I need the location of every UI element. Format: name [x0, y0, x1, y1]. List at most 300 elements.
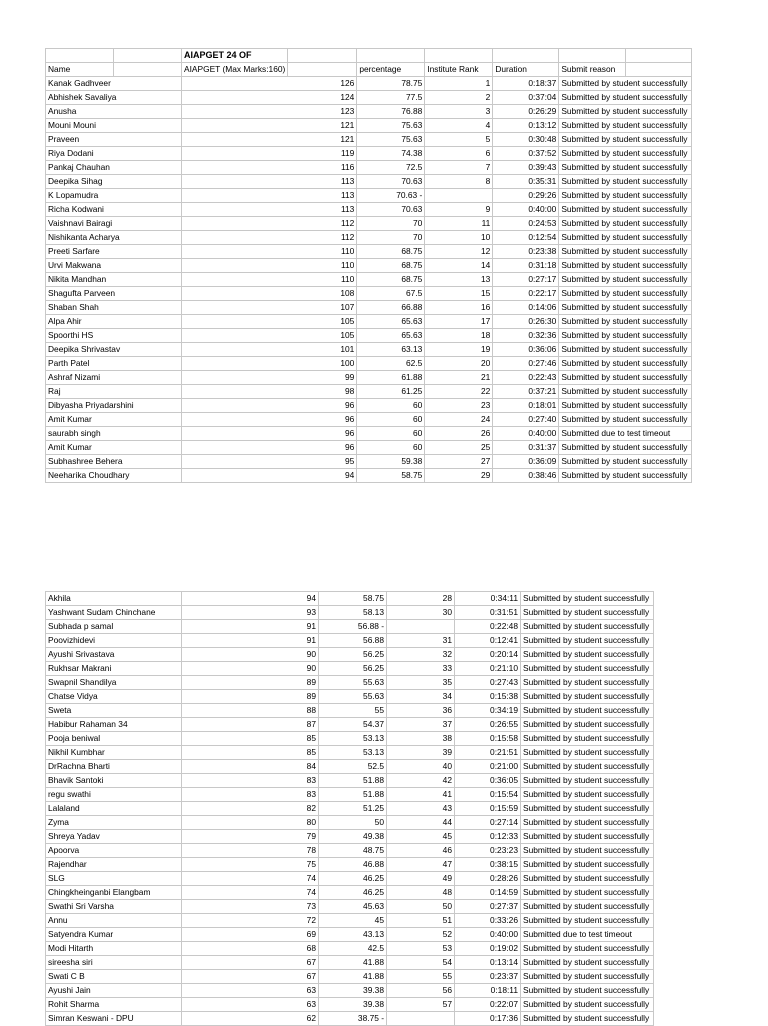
duration-cell: 0:37:52 [493, 147, 559, 161]
marks-cell: 80 [182, 816, 319, 830]
rank-cell: 39 [387, 746, 455, 760]
rank-cell: 30 [387, 606, 455, 620]
rank-cell: 35 [387, 676, 455, 690]
marks-cell: 105 [182, 329, 357, 343]
marks-cell: 112 [182, 231, 357, 245]
submit-reason-cell: Submitted by student successfully [559, 469, 692, 483]
table-row [46, 718, 654, 732]
table-row [46, 273, 692, 287]
rank-cell: 36 [387, 704, 455, 718]
duration-cell: 0:37:21 [493, 385, 559, 399]
submit-reason-cell: Submitted by student successfully [559, 301, 692, 315]
percentage-cell: 66.88 [357, 301, 425, 315]
submit-reason-cell: Submitted by student successfully [521, 802, 654, 816]
marks-cell: 110 [182, 259, 357, 273]
marks-cell: 94 [182, 592, 319, 606]
duration-cell: 0:12:41 [455, 634, 521, 648]
rank-cell [387, 620, 455, 634]
rank-cell: 13 [425, 273, 493, 287]
table-row [46, 634, 654, 648]
student-name: Satyendra Kumar [46, 928, 182, 942]
marks-cell: 105 [182, 315, 357, 329]
rank-cell: 14 [425, 259, 493, 273]
rank-cell: 57 [387, 998, 455, 1012]
percentage-cell: 65.63 [357, 315, 425, 329]
table-row [46, 91, 692, 105]
rank-cell: 8 [425, 175, 493, 189]
student-name: Rukhsar Makrani [46, 662, 182, 676]
submit-reason-cell: Submitted by student successfully [559, 287, 692, 301]
duration-cell: 0:28:26 [455, 872, 521, 886]
duration-cell: 0:12:54 [493, 231, 559, 245]
percentage-cell: 41.88 [319, 956, 387, 970]
submit-reason-cell: Submitted by student successfully [521, 662, 654, 676]
submit-reason-cell: Submitted by student successfully [559, 217, 692, 231]
empty-cell [425, 49, 493, 63]
submit-reason-cell: Submitted by student successfully [559, 189, 692, 203]
table-row [46, 427, 692, 441]
submit-reason-cell: Submitted by student successfully [521, 620, 654, 634]
student-name: Preeti Sarfare [46, 245, 182, 259]
empty-cell [46, 49, 114, 63]
duration-cell: 0:31:51 [455, 606, 521, 620]
duration-cell: 0:30:48 [493, 133, 559, 147]
percentage-cell: 60 [357, 413, 425, 427]
duration-cell: 0:23:38 [493, 245, 559, 259]
duration-cell: 0:27:17 [493, 273, 559, 287]
table-row [46, 676, 654, 690]
percentage-cell: 58.75 [357, 469, 425, 483]
marks-cell: 110 [182, 273, 357, 287]
rank-cell: 52 [387, 928, 455, 942]
marks-cell: 90 [182, 648, 319, 662]
marks-cell: 123 [182, 105, 357, 119]
rank-cell: 47 [387, 858, 455, 872]
submit-reason-cell: Submitted by student successfully [559, 203, 692, 217]
submit-reason-cell: Submitted by student successfully [559, 273, 692, 287]
submit-reason-cell: Submitted by student successfully [559, 77, 692, 91]
percentage-cell: 68.75 [357, 245, 425, 259]
percentage-cell: 68.75 [357, 273, 425, 287]
table-row [46, 455, 692, 469]
table-row [46, 928, 654, 942]
submit-reason-cell: Submitted by student successfully [559, 399, 692, 413]
submit-reason-cell: Submitted due to test timeout [521, 928, 654, 942]
marks-cell: 67 [182, 956, 319, 970]
rank-cell: 11 [425, 217, 493, 231]
table-row [46, 77, 692, 91]
percentage-cell: 55.63 [319, 676, 387, 690]
student-name: Neeharika Choudhary [46, 469, 182, 483]
table-row [46, 970, 654, 984]
submit-reason-cell: Submitted by student successfully [521, 872, 654, 886]
percentage-cell: 52.5 [319, 760, 387, 774]
submit-reason-cell: Submitted by student successfully [521, 816, 654, 830]
percentage-cell: 75.63 [357, 133, 425, 147]
duration-cell: 0:21:00 [455, 760, 521, 774]
marks-cell: 73 [182, 900, 319, 914]
rank-cell: 4 [425, 119, 493, 133]
table-row [46, 858, 654, 872]
duration-cell: 0:14:06 [493, 301, 559, 315]
table-row [46, 385, 692, 399]
table-row [46, 133, 692, 147]
student-name: Akhila [46, 592, 182, 606]
submit-reason-cell: Submitted by student successfully [521, 690, 654, 704]
marks-cell: 94 [182, 469, 357, 483]
student-name: Ayushi Jain [46, 984, 182, 998]
rank-cell [425, 189, 493, 203]
student-name: Rajendhar [46, 858, 182, 872]
student-name: Habibur Rahaman 34 [46, 718, 182, 732]
marks-cell: 96 [182, 441, 357, 455]
marks-cell: 88 [182, 704, 319, 718]
table-row [46, 469, 692, 483]
student-name: Ashraf Nizami [46, 371, 182, 385]
student-name: Amit Kumar [46, 413, 182, 427]
student-name: Urvi Makwana [46, 259, 182, 273]
duration-cell: 0:26:55 [455, 718, 521, 732]
percentage-cell: 65.63 [357, 329, 425, 343]
table-row [46, 203, 692, 217]
rank-cell: 6 [425, 147, 493, 161]
title-row [46, 49, 692, 63]
table-row [46, 886, 654, 900]
rank-cell: 40 [387, 760, 455, 774]
table-row [46, 802, 654, 816]
rank-cell: 12 [425, 245, 493, 259]
duration-cell: 0:39:43 [493, 161, 559, 175]
percentage-cell: 58.13 [319, 606, 387, 620]
duration-cell: 0:27:14 [455, 816, 521, 830]
percentage-cell: 45.63 [319, 900, 387, 914]
marks-cell: 82 [182, 802, 319, 816]
submit-reason-cell: Submitted by student successfully [521, 788, 654, 802]
percentage-cell: 74.38 [357, 147, 425, 161]
duration-cell: 0:23:37 [455, 970, 521, 984]
rank-cell: 23 [425, 399, 493, 413]
table-row [46, 259, 692, 273]
table-row [46, 161, 692, 175]
rank-cell: 32 [387, 648, 455, 662]
marks-cell: 99 [182, 371, 357, 385]
duration-cell: 0:40:00 [455, 928, 521, 942]
student-name: Rohit Sharma [46, 998, 182, 1012]
percentage-cell: 51.88 [319, 788, 387, 802]
rank-cell: 51 [387, 914, 455, 928]
table-row [46, 844, 654, 858]
percentage-cell: 46.88 [319, 858, 387, 872]
duration-cell: 0:31:18 [493, 259, 559, 273]
table-row [46, 620, 654, 634]
percentage-cell: 77.5 [357, 91, 425, 105]
submit-reason-cell: Submitted by student successfully [521, 942, 654, 956]
percentage-cell: 70.63 [357, 203, 425, 217]
column-header: percentage [357, 63, 425, 77]
student-name: Subhada p samal [46, 620, 182, 634]
rank-cell: 55 [387, 970, 455, 984]
marks-cell: 79 [182, 830, 319, 844]
marks-cell: 121 [182, 133, 357, 147]
duration-cell: 0:27:40 [493, 413, 559, 427]
percentage-cell: 43.13 [319, 928, 387, 942]
duration-cell: 0:34:11 [455, 592, 521, 606]
marks-cell: 119 [182, 147, 357, 161]
table-row [46, 343, 692, 357]
percentage-cell: 70 [357, 217, 425, 231]
table-row [46, 147, 692, 161]
table-row [46, 301, 692, 315]
percentage-cell: 63.13 [357, 343, 425, 357]
column-header [114, 63, 182, 77]
rank-cell: 37 [387, 718, 455, 732]
table-row [46, 690, 654, 704]
marks-cell: 112 [182, 217, 357, 231]
table-row [46, 774, 654, 788]
rank-cell: 17 [425, 315, 493, 329]
empty-cell [493, 49, 559, 63]
percentage-cell: 45 [319, 914, 387, 928]
rank-cell: 26 [425, 427, 493, 441]
sheet-title: AIAPGET 24 OF [182, 49, 288, 63]
percentage-cell: 76.88 [357, 105, 425, 119]
duration-cell: 0:21:10 [455, 662, 521, 676]
duration-cell: 0:15:59 [455, 802, 521, 816]
percentage-cell: 61.25 [357, 385, 425, 399]
marks-cell: 75 [182, 858, 319, 872]
rank-cell: 46 [387, 844, 455, 858]
student-name: Simran Keswani - DPU [46, 1012, 182, 1026]
submit-reason-cell: Submitted by student successfully [559, 329, 692, 343]
table-row [46, 1012, 654, 1026]
rank-cell: 56 [387, 984, 455, 998]
table-row [46, 231, 692, 245]
rank-cell: 10 [425, 231, 493, 245]
student-name: Richa Kodwani [46, 203, 182, 217]
student-name: Deepika Shrivastav [46, 343, 182, 357]
marks-cell: 110 [182, 245, 357, 259]
table-row [46, 371, 692, 385]
marks-cell: 96 [182, 399, 357, 413]
rank-cell: 54 [387, 956, 455, 970]
rank-cell: 48 [387, 886, 455, 900]
rank-cell: 7 [425, 161, 493, 175]
duration-cell: 0:19:02 [455, 942, 521, 956]
marks-cell: 126 [182, 77, 357, 91]
student-name: Sweta [46, 704, 182, 718]
results-table-bottom [45, 591, 654, 1026]
marks-cell: 95 [182, 455, 357, 469]
column-header: Institute Rank [425, 63, 493, 77]
marks-cell: 98 [182, 385, 357, 399]
submit-reason-cell: Submitted by student successfully [521, 774, 654, 788]
submit-reason-cell: Submitted by student successfully [559, 119, 692, 133]
percentage-cell: 50 [319, 816, 387, 830]
percentage-cell: 70 [357, 231, 425, 245]
percentage-cell: 56.88 [319, 634, 387, 648]
student-name: Raj [46, 385, 182, 399]
submit-reason-cell: Submitted by student successfully [521, 984, 654, 998]
student-name: Alpa Ahir [46, 315, 182, 329]
percentage-cell: 39.38 [319, 984, 387, 998]
student-name: SLG [46, 872, 182, 886]
duration-cell: 0:27:37 [455, 900, 521, 914]
marks-cell: 78 [182, 844, 319, 858]
rank-cell: 53 [387, 942, 455, 956]
duration-cell: 0:18:01 [493, 399, 559, 413]
duration-cell: 0:18:37 [493, 77, 559, 91]
duration-cell: 0:22:17 [493, 287, 559, 301]
percentage-cell: 70.63 [357, 175, 425, 189]
rank-cell: 44 [387, 816, 455, 830]
percentage-cell: 58.75 [319, 592, 387, 606]
duration-cell: 0:36:06 [493, 343, 559, 357]
duration-cell: 0:38:15 [455, 858, 521, 872]
rank-cell: 22 [425, 385, 493, 399]
submit-reason-cell: Submitted by student successfully [559, 371, 692, 385]
percentage-cell: 42.5 [319, 942, 387, 956]
submit-reason-cell: Submitted by student successfully [521, 732, 654, 746]
duration-cell: 0:31:37 [493, 441, 559, 455]
table-row [46, 245, 692, 259]
table-row [46, 357, 692, 371]
duration-cell: 0:23:23 [455, 844, 521, 858]
student-name: Vaishnavi Bairagi [46, 217, 182, 231]
student-name: Bhavik Santoki [46, 774, 182, 788]
rank-cell: 18 [425, 329, 493, 343]
percentage-cell: 46.25 [319, 872, 387, 886]
student-name: Yashwant Sudam Chinchane [46, 606, 182, 620]
submit-reason-cell: Submitted by student successfully [559, 133, 692, 147]
rank-cell: 5 [425, 133, 493, 147]
student-name: Shaban Shah [46, 301, 182, 315]
submit-reason-cell: Submitted by student successfully [521, 858, 654, 872]
empty-cell [357, 49, 425, 63]
marks-cell: 113 [182, 189, 357, 203]
student-name: Annu [46, 914, 182, 928]
percentage-cell: 38.75 - [319, 1012, 387, 1026]
duration-cell: 0:38:46 [493, 469, 559, 483]
marks-cell: 74 [182, 872, 319, 886]
submit-reason-cell: Submitted by student successfully [521, 900, 654, 914]
submit-reason-cell: Submitted by student successfully [559, 357, 692, 371]
marks-cell: 84 [182, 760, 319, 774]
empty-cell [626, 49, 692, 63]
submit-reason-cell: Submitted by student successfully [521, 760, 654, 774]
rank-cell: 38 [387, 732, 455, 746]
duration-cell: 0:22:07 [455, 998, 521, 1012]
percentage-cell: 59.38 [357, 455, 425, 469]
rank-cell: 41 [387, 788, 455, 802]
duration-cell: 0:12:33 [455, 830, 521, 844]
table-row [46, 816, 654, 830]
marks-cell: 83 [182, 774, 319, 788]
rank-cell: 43 [387, 802, 455, 816]
submit-reason-cell: Submitted by student successfully [521, 914, 654, 928]
table-row [46, 788, 654, 802]
rank-cell: 16 [425, 301, 493, 315]
rank-cell: 28 [387, 592, 455, 606]
table-row [46, 399, 692, 413]
duration-cell: 0:20:14 [455, 648, 521, 662]
marks-cell: 96 [182, 413, 357, 427]
percentage-cell: 39.38 [319, 998, 387, 1012]
student-name: Swati C B [46, 970, 182, 984]
percentage-cell: 55.63 [319, 690, 387, 704]
submit-reason-cell: Submitted by student successfully [521, 844, 654, 858]
duration-cell: 0:21:51 [455, 746, 521, 760]
marks-cell: 89 [182, 676, 319, 690]
marks-cell: 85 [182, 746, 319, 760]
student-name: Poovizhidevi [46, 634, 182, 648]
rank-cell: 31 [387, 634, 455, 648]
submit-reason-cell: Submitted by student successfully [559, 245, 692, 259]
submit-reason-cell: Submitted by student successfully [521, 718, 654, 732]
student-name: Abhishek Savaliya [46, 91, 182, 105]
submit-reason-cell: Submitted by student successfully [559, 105, 692, 119]
marks-cell: 101 [182, 343, 357, 357]
marks-cell: 96 [182, 427, 357, 441]
student-name: Deepika Sihag [46, 175, 182, 189]
table-row [46, 175, 692, 189]
student-name: Shreya Yadav [46, 830, 182, 844]
submit-reason-cell: Submitted by student successfully [559, 91, 692, 105]
marks-cell: 68 [182, 942, 319, 956]
duration-cell: 0:26:29 [493, 105, 559, 119]
rank-cell: 2 [425, 91, 493, 105]
student-name: Shagufta Parveen [46, 287, 182, 301]
header-row [46, 63, 692, 77]
table-row [46, 606, 654, 620]
rank-cell: 25 [425, 441, 493, 455]
student-name: Modi Hitarth [46, 942, 182, 956]
duration-cell: 0:32:36 [493, 329, 559, 343]
rank-cell: 33 [387, 662, 455, 676]
percentage-cell: 56.25 [319, 662, 387, 676]
duration-cell: 0:40:00 [493, 203, 559, 217]
table-row [46, 287, 692, 301]
submit-reason-cell: Submitted by student successfully [559, 315, 692, 329]
marks-cell: 100 [182, 357, 357, 371]
marks-cell: 113 [182, 175, 357, 189]
table-row [46, 105, 692, 119]
submit-reason-cell: Submitted by student successfully [559, 455, 692, 469]
marks-cell: 69 [182, 928, 319, 942]
duration-cell: 0:14:59 [455, 886, 521, 900]
student-name: Nikita Mandhan [46, 273, 182, 287]
table-row [46, 189, 692, 203]
percentage-cell: 70.63 - [357, 189, 425, 203]
student-name: Swathi Sri Varsha [46, 900, 182, 914]
submit-reason-cell: Submitted by student successfully [521, 830, 654, 844]
percentage-cell: 49.38 [319, 830, 387, 844]
marks-cell: 107 [182, 301, 357, 315]
submit-reason-cell: Submitted by student successfully [521, 606, 654, 620]
marks-cell: 91 [182, 620, 319, 634]
submit-reason-cell: Submitted by student successfully [559, 259, 692, 273]
duration-cell: 0:15:58 [455, 732, 521, 746]
column-header: Duration [493, 63, 559, 77]
submit-reason-cell: Submitted by student successfully [521, 970, 654, 984]
marks-cell: 63 [182, 984, 319, 998]
student-name: DrRachna Bharti [46, 760, 182, 774]
submit-reason-cell: Submitted by student successfully [559, 343, 692, 357]
marks-cell: 63 [182, 998, 319, 1012]
percentage-cell: 61.88 [357, 371, 425, 385]
student-name: Pooja beniwal [46, 732, 182, 746]
results-table-top [45, 48, 692, 483]
submit-reason-cell: Submitted by student successfully [559, 231, 692, 245]
